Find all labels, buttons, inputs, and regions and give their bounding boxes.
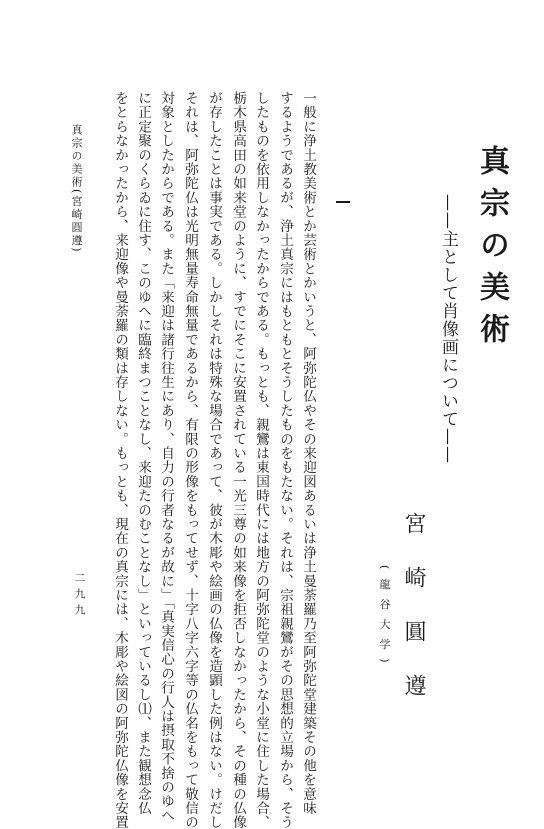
page-subtitle: ——主として肖像画について——: [438, 194, 458, 464]
body-line-2: するようであるが、浄土真宗にはもともとそうしたものをもたない。それは、宗祖親鸞がその思想的立場から、そう: [277, 91, 293, 829]
body-line-3: したものを依用しなかったからである。もっとも、親鸞は東国時代には地方の阿弥陀堂のような小堂に住した場合、: [253, 91, 269, 829]
page-number: 二九九: [73, 572, 86, 620]
body-line-5: が存したことは事実である。しかしそれは特殊な場合であって、彼が木彫や絵画の仏像を造顕した例はない。けだし: [206, 91, 222, 829]
author-name: 宮崎圓遵: [401, 512, 426, 728]
body-line-9: をとらなかったから、来迎像や曼荼羅の類は存しない。もっとも、現在の真宗には、木彫や絵図の阿弥陀仏像を安置: [112, 91, 128, 829]
body-line-7: 対象としたからである。また「来迎は諸行往生にあり、自力の行者なるが故に」「真実信心の行人は摂取不捨のゆへ: [158, 91, 174, 823]
body-line-1: 一般に浄土教美術とか芸術とかいうと、阿弥陀仏やその来迎図あるいは浄土曼荼羅乃至阿弥陀堂建築その他を意味: [300, 91, 316, 816]
body-line-4: 栃木県高田の如来堂のように、すでにそこに安置されている一光三尊の如来像を拒否しなかったから、その種の仏像: [230, 91, 246, 829]
page-title: 真宗の美術: [474, 145, 509, 355]
running-header: 真宗の美術(宮崎圓遵): [70, 124, 83, 254]
body-line-8: に正定聚のくらゐに住す、このゆへに臨終まつことなし、来迎たのむことなし」といっているし⑴、また観想念仏: [135, 91, 151, 816]
author-affiliation: (龍谷大学): [378, 565, 391, 672]
section-number-mark: [336, 201, 350, 203]
body-line-6: それは、阿弥陀仏は光明無量寿命無量であるから、有限の形像をもってせず、十字八字六字等の仏名をもって敬信の: [182, 91, 198, 829]
